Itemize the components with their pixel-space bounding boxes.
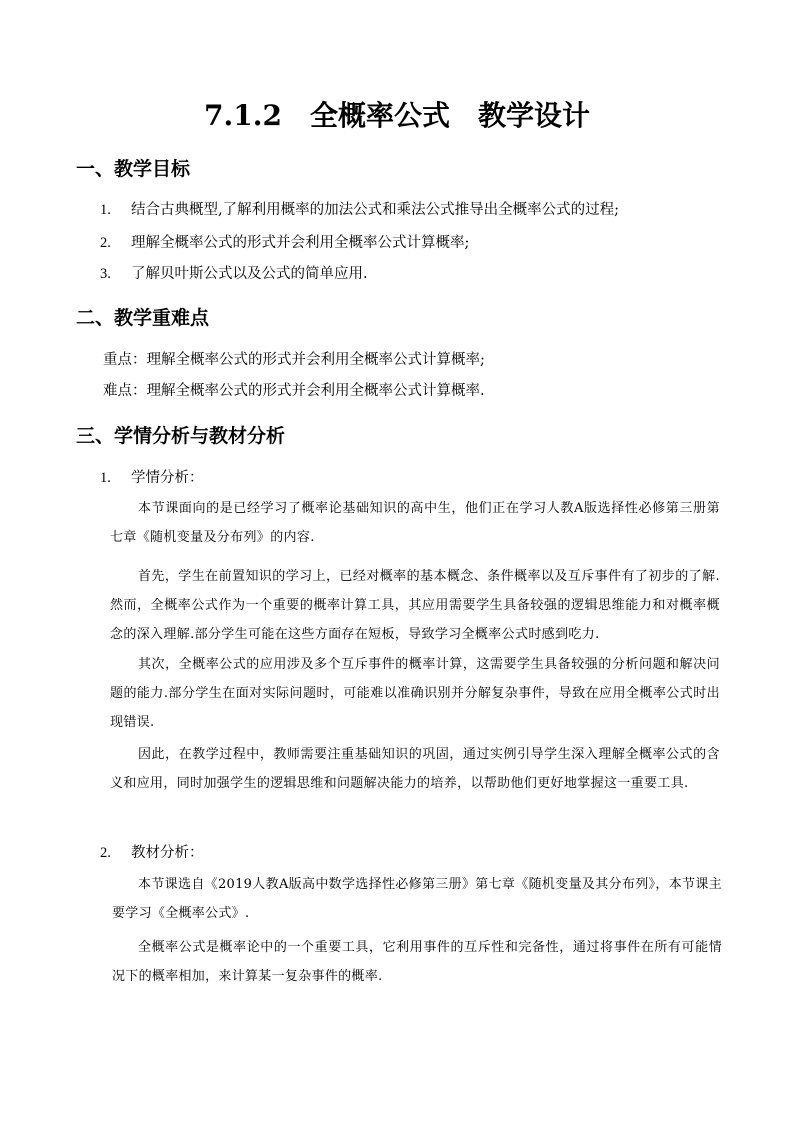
goal-item-3-text: 了解贝叶斯公式以及公式的简单应用.: [131, 266, 368, 282]
section-heading-analysis: 三、学情分析与教材分析: [76, 425, 286, 447]
analysis-sub2-number: 2.: [100, 845, 111, 861]
difficult-point-line: 难点：理解全概率公式的形式并会利用全概率公式计算概率.: [103, 383, 485, 399]
goal-item-1-text: 结合古典概型,了解利用概率的加法公式和乘法公式推导出全概率公式的过程;: [131, 202, 619, 218]
section-heading-key-points: 二、教学重难点: [76, 307, 210, 329]
analysis-sub1-number: 1.: [100, 470, 111, 486]
page-title: 7.1.2 全概率公式 教学设计: [204, 99, 590, 132]
student-analysis-paragraph-1: 本节课面向的是已经学习了概率论基础知识的高中生，他们正在学习人教A版选择性必修第三册第七章《随机变量及分布列》的内容.: [110, 501, 720, 545]
student-analysis-paragraph-2: 首先，学生在前置知识的学习上，已经对概率的基本概念、条件概率以及互斥事件有了初步的了解.然而，全概率公式作为一个重要的概率计算工具，其应用需要学生具备较强的逻辑思维能力和对概率概念的深入理解.部分学生可能在这些方面存在短板，导致学习全概率公式时感到吃力.: [110, 569, 720, 642]
section-heading-teaching-goals: 一、教学目标: [76, 158, 191, 180]
goal-item-3-number: 3.: [100, 266, 111, 282]
key-point-line: 重点：理解全概率公式的形式并会利用全概率公式计算概率;: [103, 352, 485, 368]
analysis-sub1-label: 学情分析：: [131, 470, 204, 486]
goal-item-2-text: 理解全概率公式的形式并会利用全概率公式计算概率;: [131, 235, 470, 251]
textbook-analysis-paragraph-1: 本节课选自《2019人教A版高中数学选择性必修第三册》第七章《随机变量及其分布列》，本节课主要学习《全概率公式》.: [112, 877, 722, 921]
goal-item-2-number: 2.: [100, 235, 111, 251]
goal-item-1-number: 1.: [100, 202, 111, 218]
student-analysis-paragraph-3: 其次，全概率公式的应用涉及多个互斥事件的概率计算，这需要学生具备较强的分析问题和解决问题的能力.部分学生在面对实际问题时，可能难以准确识别并分解复杂事件，导致在应用全概率公式时出现错误.: [110, 657, 720, 730]
textbook-analysis-paragraph-2: 全概率公式是概率论中的一个重要工具，它利用事件的互斥性和完备性，通过将事件在所有可能情况下的概率相加，来计算某一复杂事件的概率.: [112, 940, 722, 984]
analysis-sub2-label: 教材分析：: [131, 845, 204, 861]
student-analysis-paragraph-4: 因此，在教学过程中，教师需要注重基础知识的巩固，通过实例引导学生深入理解全概率公式的含义和应用，同时加强学生的逻辑思维和问题解决能力的培养，以帮助他们更好地掌握这一重要工具.: [110, 747, 720, 791]
